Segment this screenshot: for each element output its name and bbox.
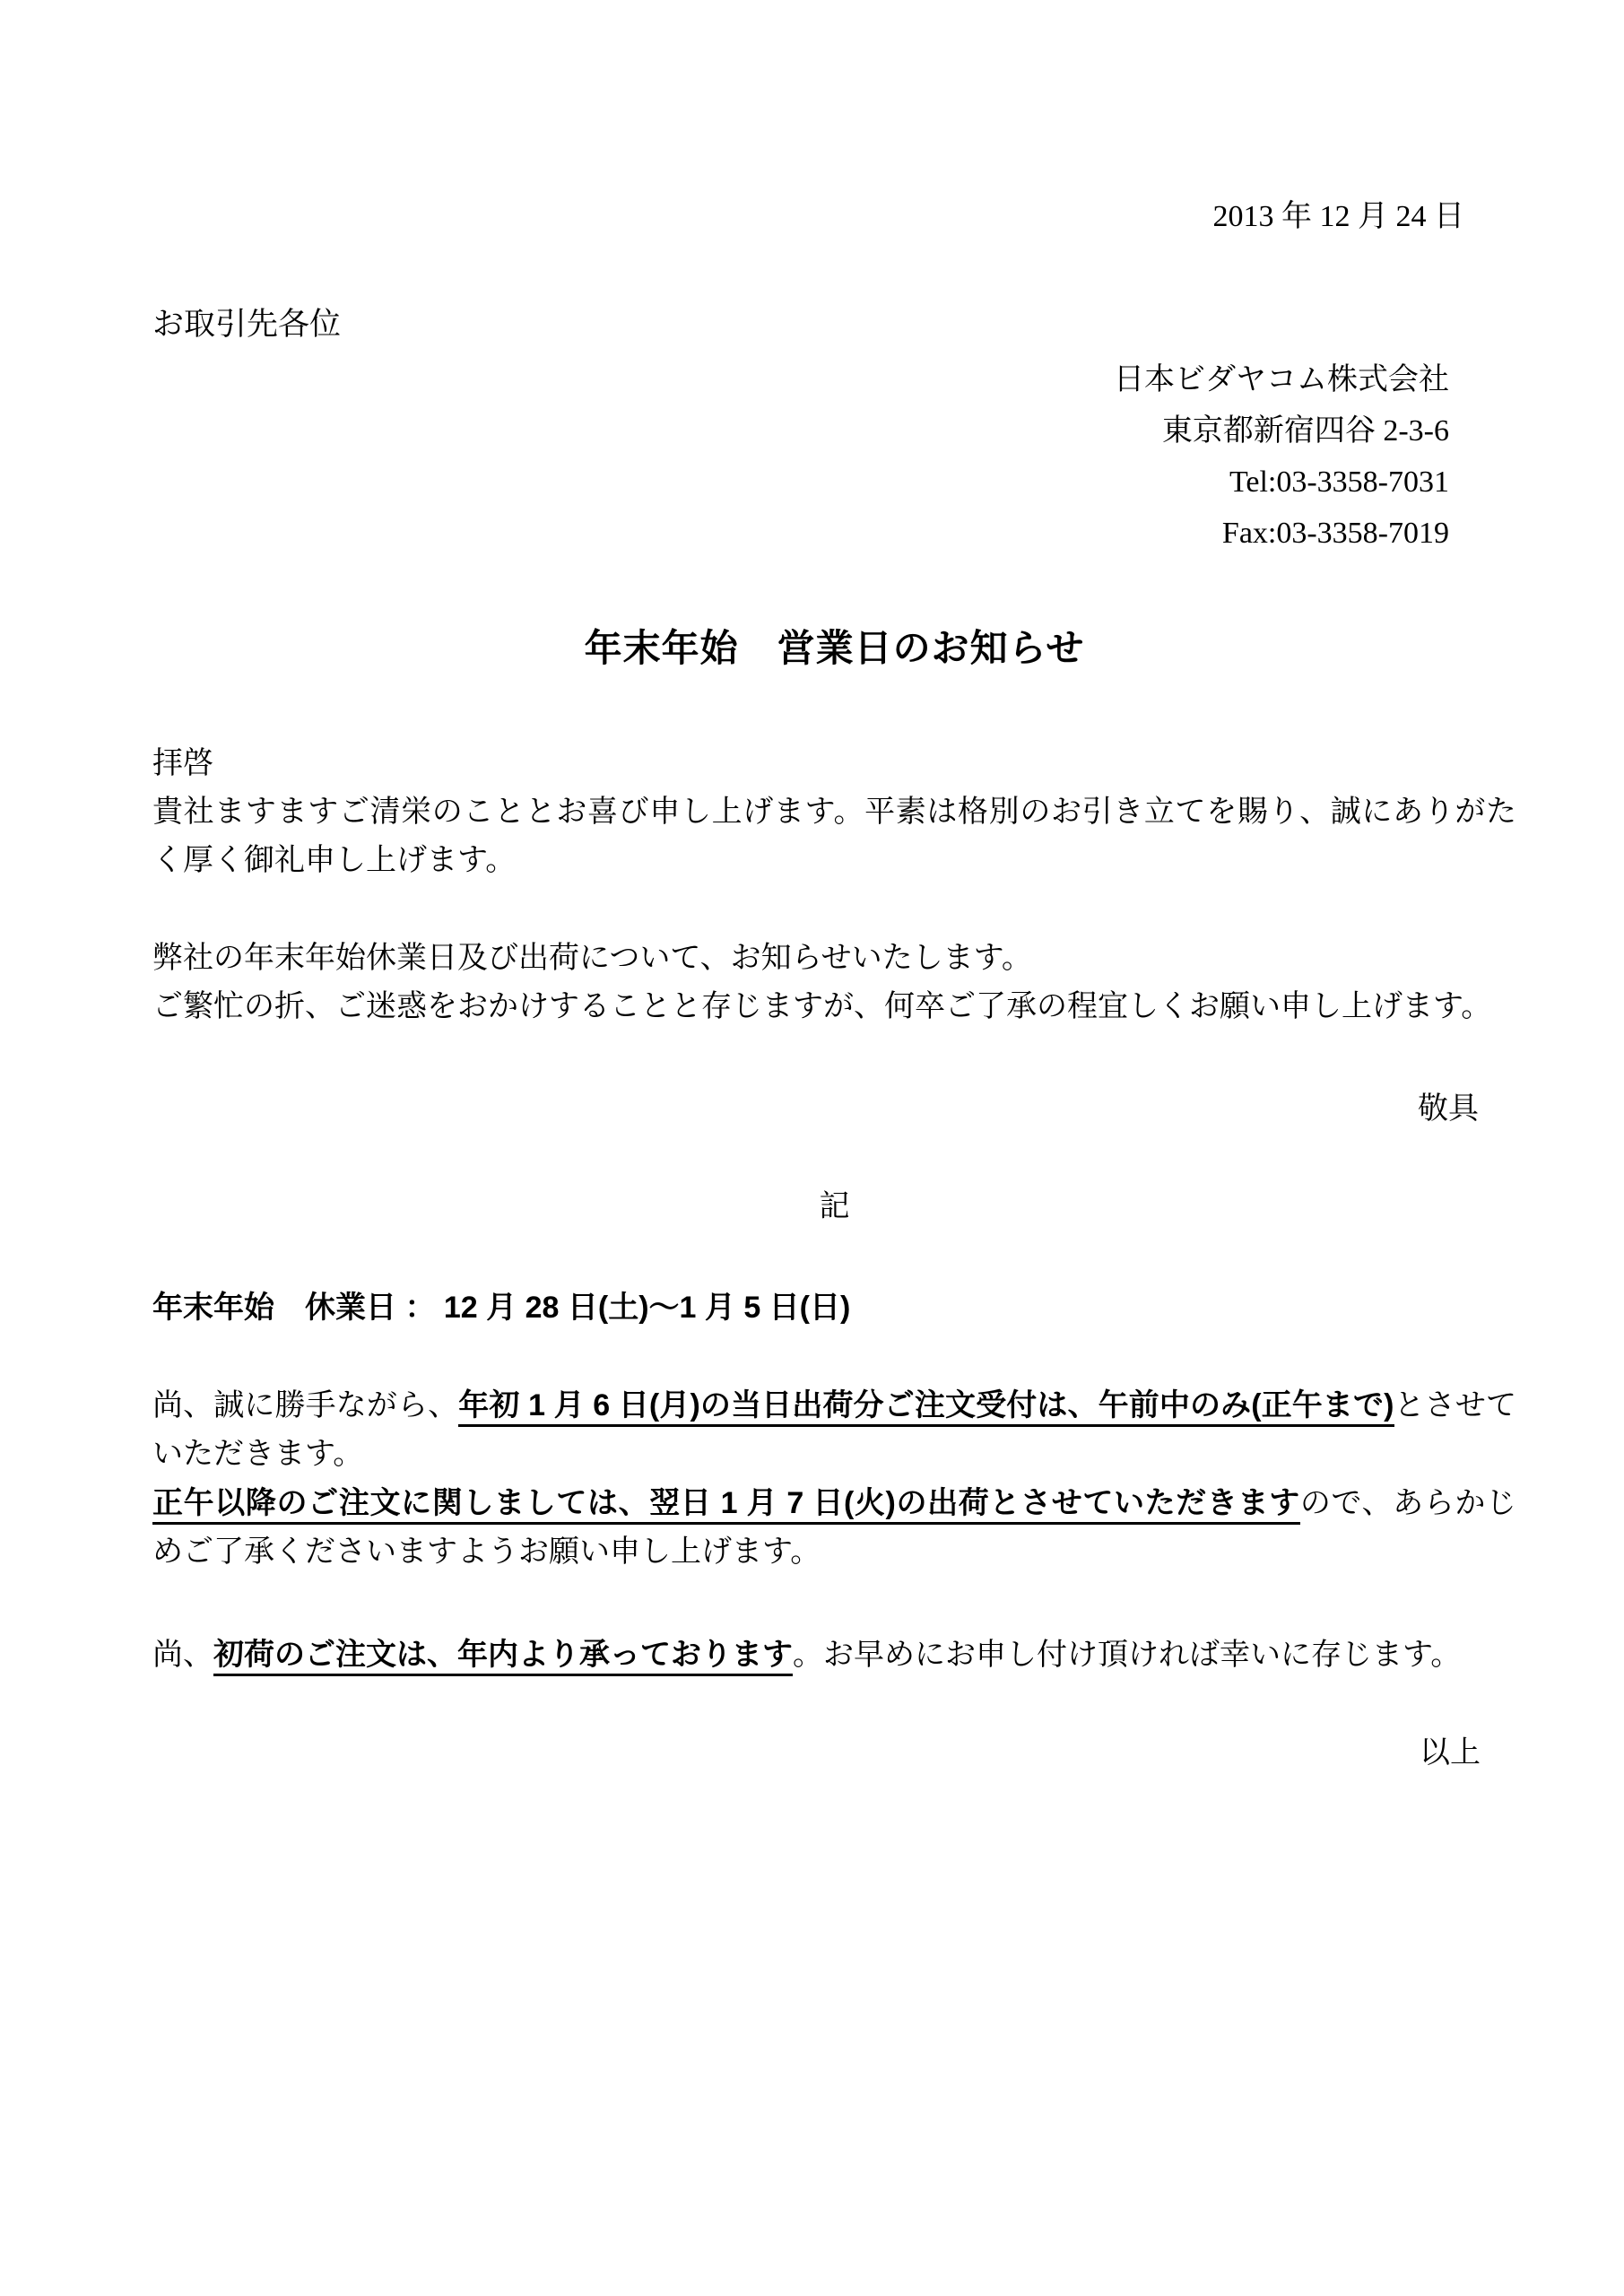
announcement-line-1: 弊社の年末年始休業日及び出荷について、お知らせいたします。 <box>152 942 1032 975</box>
sender-tel: Tel:03-3358-7031 <box>1229 465 1449 499</box>
notice1-suffix: とさせていただきます。 <box>152 1389 1517 1471</box>
sender-fax: Fax:03-3358-7019 <box>1221 517 1449 550</box>
notice1-prefix: 尚、誠に勝手ながら、 <box>152 1389 459 1422</box>
notice1-emphasis: 年初 1 月 6 日(月)の当日出荷分ご注文受付は、午前中のみ(正午まで) <box>458 1388 1394 1427</box>
closing-word: 敬具 <box>1418 1092 1479 1126</box>
notice2-emphasis: 正午以降のご注文に関しましては、翌日 1 月 7 日(火)の出荷とさせていただきます <box>152 1486 1300 1525</box>
announcement-paragraph <box>152 935 1516 1031</box>
sender-address: 東京都新宿四谷 2-3-6 <box>1161 414 1449 448</box>
opening-paragraph: 貴社ますますご清栄のこととお喜び申し上げます。平素は格別のお引き立てを賜り、誠にありがたく厚く御礼申し上げます。 <box>152 796 1516 877</box>
end-marker: 以上 <box>1420 1736 1481 1770</box>
notice3-prefix: 尚、 <box>152 1639 213 1672</box>
recipient: お取引先各位 <box>152 307 342 342</box>
document-title: 年末年始 営業日のお知らせ <box>584 627 1085 669</box>
order-deadline-notice <box>152 1381 1516 1577</box>
sender-block <box>152 354 1516 559</box>
salutation: 拝啓 <box>152 747 213 780</box>
first-shipment-notice <box>152 1631 1516 1680</box>
notice3-suffix: 。お早めにお申し付け頂ければ幸いに存じます。 <box>793 1639 1462 1672</box>
holiday-period-notice: 年末年始 休業日 ： 12 月 28 日(土)～1 月 5 日(日) <box>152 1291 851 1325</box>
sender-company-name: 日本ビダヤコム株式会社 <box>1114 363 1449 396</box>
record-marker: 記 <box>819 1190 850 1223</box>
announcement-line-2: ご繁忙の折、ご迷惑をおかけすることと存じますが、何卒ご了承の程宜しくお願い申し上げます。 <box>152 990 1492 1023</box>
notice2-suffix: ので、あらかじめご了承くださいますようお願い申し上げます。 <box>152 1487 1517 1569</box>
notice3-emphasis: 初荷のご注文は、年内より承っております <box>213 1638 793 1676</box>
document-date: 2013 年 12 月 24 日 <box>1212 200 1464 233</box>
